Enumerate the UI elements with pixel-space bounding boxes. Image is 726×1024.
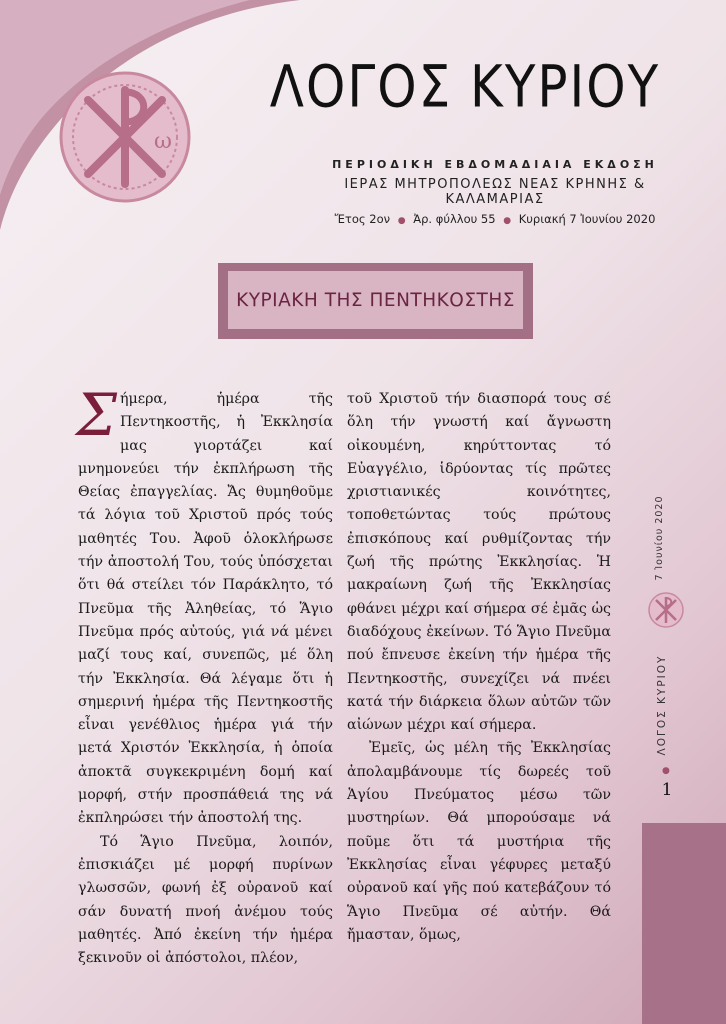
drop-cap: Σ (76, 381, 118, 449)
bullet-icon: ● (503, 216, 512, 226)
section-banner (218, 263, 533, 339)
section-banner-label: ΚΥΡΙΑΚΗ ΤΗΣ ΠΕΝΤΗΚΟΣΤΗΣ (228, 271, 523, 329)
issue-sheet-number: Ἀρ. φύλλου 55 (413, 212, 496, 226)
issue-info (300, 212, 690, 226)
small-seal-icon (648, 592, 684, 628)
issue-year: Ἔτος 2ον (334, 212, 391, 226)
article-paragraph: Σήμερα, ἡμέρα τῆς Πεντηκοστῆς, ἡ Ἐκκλησία μας γιορτάζει καί μνημονεύει τήν ἐκπλήρωση τῆς Θείας ἐπαγγελίας. Ἄς θυμηθοῦμε τά λόγια τοῦ Χριστοῦ πρός τούς μαθητές Του. Ἀφοῦ ὁλοκλήρωσε τήν ἀποστολή Του, τούς ὑπόσχεται ὅτι θά στείλει τόν Παράκλητο, τό Πνεῦμα τῆς Ἀληθείας, τό Ἅγιο Πνεῦμα πρός αὐτούς, γιά νά μένει μαζί τους καί, συνεπῶς, μέ ὅλη τήν Ἐκκλησία. Θά λέγαμε ὅτι ἡ σημερινή ἡμέρα τῆς Πεντηκοστῆς εἶναι γενέθλιος ἡμέρα γιά τήν μετά Χριστόν Ἐκκλησία, ἡ ὁποία ἀποκτᾶ συγκεκριμένη δομή καί μορφή, στήν προσπάθειά της νά ἐκπληρώσει τήν ἀποστολή της. (76, 381, 333, 827)
article-paragraph: Τό Ἅγιο Πνεῦμα, λοιπόν, ἐπισκιάζει μέ μορφή πυρίνων γλωσσῶν, φωνή ἐξ οὐρανοῦ καί σάν δυνατή πνοή ἀνέμου τούς μαθητές. Ἀπό ἐκείνη τήν ἡμέρα ξεκινοῦν οἱ ἀπόστολοι, πλέον, (78, 833, 333, 967)
bullet-icon: ● (662, 766, 670, 776)
publisher-name: ΙΕΡΑΣ ΜΗΤΡΟΠΟΛΕΩΣ ΝΕΑΣ ΚΡΗΝΗΣ & ΚΑΛΑΜΑΡΙΑΣ (344, 177, 646, 207)
bullet-icon: ● (397, 216, 406, 226)
article-paragraph: τοῦ Χριστοῦ τήν διασπορά τους σέ ὅλη τήν γνωστή καί ἄγνωστη οἰκουμένη, κηρύττοντας τό Εὐαγγέλιο, ἱδρύοντας τίς πρῶτες χριστιανικές κοινότητες, τοποθετώντας τούς πρώτους ἐπισκόπους καί ρυθμίζοντας τήν ζωή τῆς πρώτης Ἐκκλησίας. Ἡ μακραίωνη ζωή τῆς Ἐκκλησίας φθάνει μέχρι καί σήμερα σέ ἐμᾶς ὡς διαδόχους ἐκείνων. Τό Ἅγιο Πνεῦμα πού ἔπνευσε ἐκείνη τήν ἡμέρα τῆς Πεντηκοστῆς, συνεχίζει νά πνέει κατά τήν διάρκεια ὅλων αὐτῶν τῶν αἰώνων μέχρι καί σήμερα. (347, 391, 611, 734)
svg-text:ω: ω (154, 129, 172, 154)
article-paragraph: Ἐμεῖς, ὡς μέλη τῆς Ἐκκλησίας ἀπολαμβάνουμε τίς δωρεές τοῦ Ἁγίου Πνεύματος μέσω τῶν μυστηρίων. Θά μπορούσαμε νά ποῦμε ὅτι τά μυστήρια τῆς Ἐκκλησίας εἶναι γέφυρες μεταξύ οὐρανοῦ καί γῆς πού κατεβάζουν τό Ἅγιο Πνεῦμα σέ αὐτήν. Θά ἤμασταν, ὅμως, (347, 740, 611, 943)
chi-rho-seal-icon (58, 70, 192, 204)
sidebar-date: 7 Ἰουνίου 2020 (654, 495, 665, 581)
article-column-1 (76, 381, 333, 970)
sidebar-publication-name: ΛΟΓΟΣ ΚΥΡΙΟΥ (656, 654, 668, 756)
article-column-2 (347, 388, 611, 947)
publication-subtitle: ΠΕΡΙΟΔΙΚΗ ΕΒΔΟΜΑΔΙΑΙΑ ΕΚΔΟΣΗ (332, 158, 658, 171)
publication-title: ΛΟΓΟΣ ΚΥΡΙΟΥ (269, 53, 661, 121)
sidebar-accent-bar (642, 823, 726, 1024)
page-number: 1 (661, 780, 673, 800)
issue-date: Κυριακή 7 Ἰουνίου 2020 (518, 212, 656, 226)
